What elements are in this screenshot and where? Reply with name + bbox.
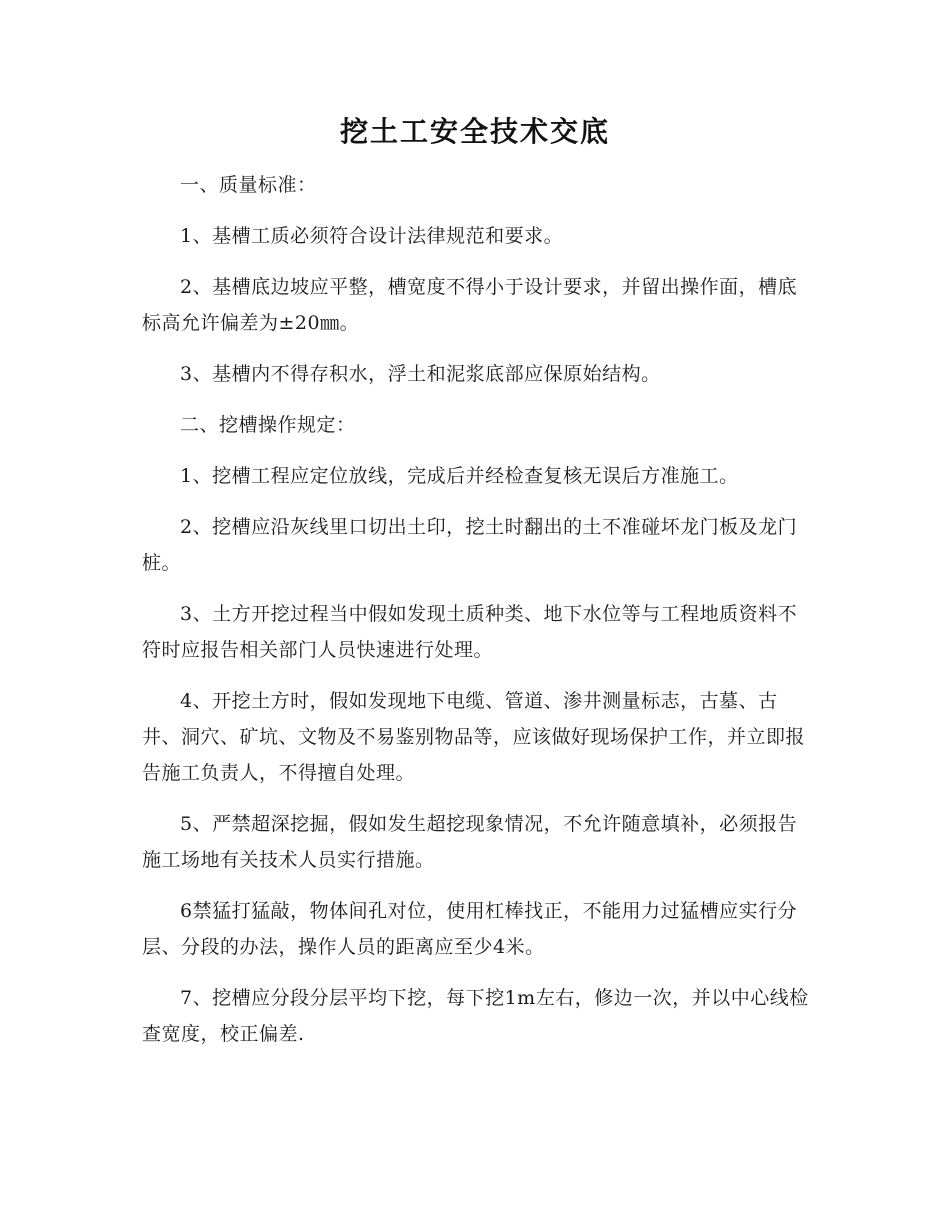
section-heading-operation: 二、挖槽操作规定： — [180, 414, 356, 436]
document-body — [142, 167, 810, 1067]
paragraph: 7、挖槽应分段分层平均下挖，每下挖1m左右，修边一次，并以中心线检查宽度，校正偏差. — [142, 987, 809, 1045]
paragraph: 3、基槽内不得存积水，浮土和泥浆底部应保原始结构。 — [180, 363, 661, 385]
paragraph: 1、基槽工质必须符合设计法律规范和要求。 — [180, 225, 564, 247]
paragraph: 5、严禁超深挖掘，假如发生超挖现象情况，不允许随意填补，必须报告施工场地有关技术人员实行措施。 — [142, 813, 798, 871]
paragraph: 2、挖槽应沿灰线里口切出土印，挖土时翻出的土不准碰坏龙门板及龙门桩。 — [142, 516, 798, 574]
paragraph: 2、基槽底边坡应平整，槽宽度不得小于设计要求，并留出操作面，槽底标高允许偏差为±20㎜。 — [142, 276, 798, 334]
section-heading-quality: 一、质量标准： — [180, 174, 317, 196]
document-title: 挖土工安全技术交底 — [339, 115, 610, 148]
paragraph: 4、开挖土方时，假如发现地下电缆、管道、渗井测量标志，古墓、古井、洞穴、矿坑、文物及不易鉴别物品等，应该做好现场保护工作，并立即报告施工负责人，不得擅自处理。 — [142, 690, 806, 784]
paragraph: 3、土方开挖过程当中假如发现土质种类、地下水位等与工程地质资料不符时应报告相关部门人员快速进行处理。 — [142, 603, 798, 661]
paragraph: 6禁猛打猛敲，物体间孔对位，使用杠棒找正，不能用力过猛槽应实行分层、分段的办法，操作人员的距离应至少4米。 — [142, 900, 798, 958]
paragraph: 1、挖槽工程应定位放线，完成后并经检查复核无误后方准施工。 — [180, 465, 739, 487]
